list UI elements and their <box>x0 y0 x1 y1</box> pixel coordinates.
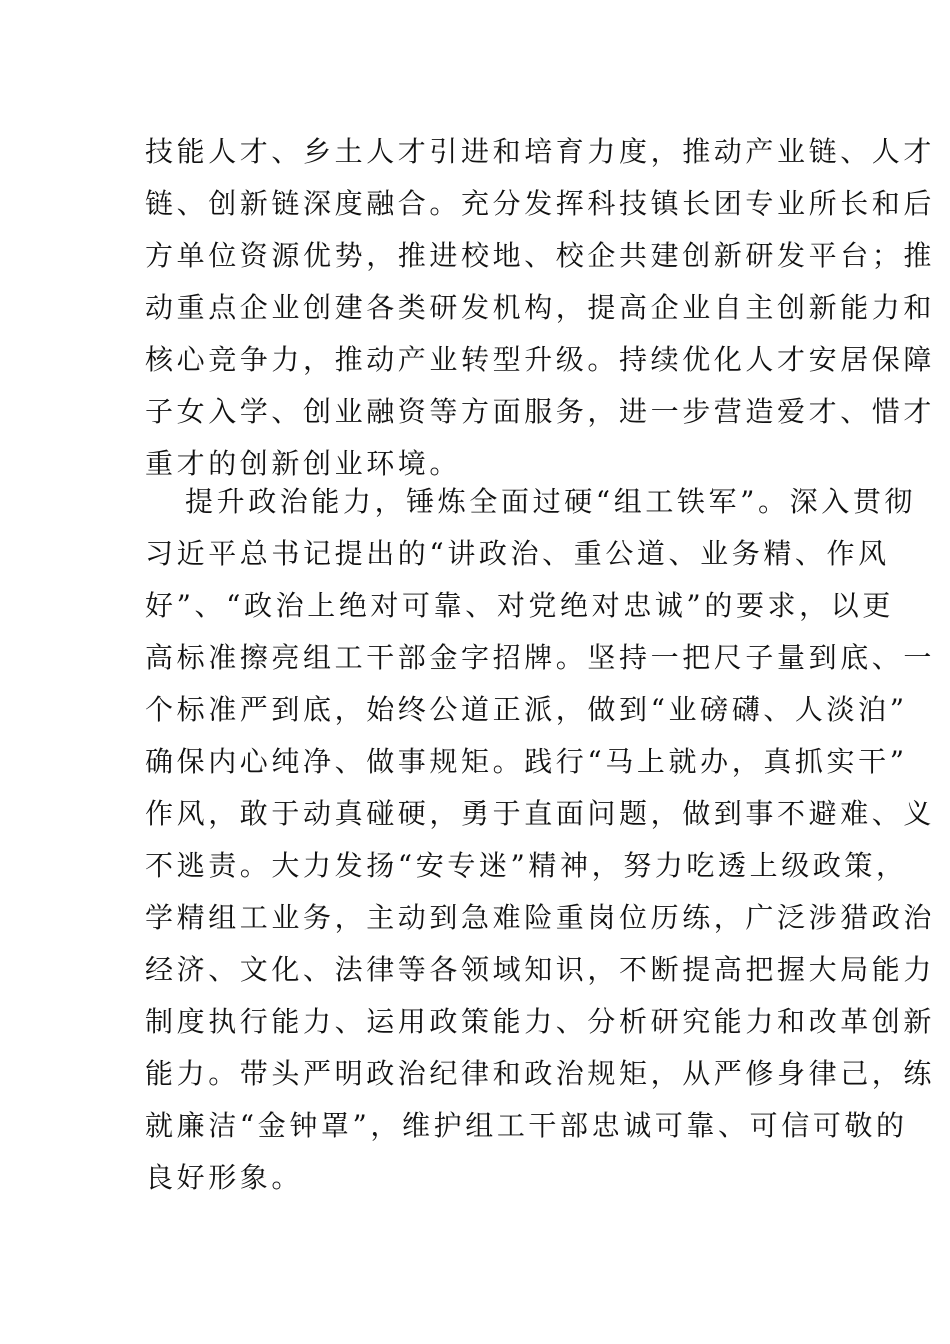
paragraph-line: 子女入学、创业融资等方面服务，进一步营造爱才、惜才 <box>145 395 936 428</box>
paragraph-line: 经济、文化、法律等各领域知识，不断提高把握大局能力 <box>145 953 936 986</box>
paragraph-line: 好”、“政治上绝对可靠、对党绝对忠诚”的要求，以更 <box>145 589 894 622</box>
paragraph-2 <box>145 476 936 1204</box>
paragraph-line: 链、创新链深度融合。充分发挥科技镇长团专业所长和后 <box>145 187 936 220</box>
paragraph-line: 作风，敢于动真碰硬，勇于直面问题，做到事不避难、义 <box>145 797 936 830</box>
paragraph-line: 技能人才、乡土人才引进和培育力度，推动产业链、人才 <box>145 135 936 168</box>
paragraph-line: 动重点企业创建各类研发机构，提高企业自主创新能力和 <box>145 291 936 324</box>
paragraph-line: 能力。带头严明政治纪律和政治规矩，从严修身律己，练 <box>145 1057 936 1090</box>
paragraph-line: 学精组工业务，主动到急难险重岗位历练，广泛涉猎政治 <box>145 901 936 934</box>
paragraph-line: 提升政治能力，锤炼全面过硬“组工铁军”。深入贯彻 <box>185 485 917 518</box>
paragraph-line: 确保内心纯净、做事规矩。践行“马上就办，真抓实干” <box>145 745 908 778</box>
paragraph-line: 核心竞争力，推动产业转型升级。持续优化人才安居保障 <box>145 343 936 376</box>
paragraph-1 <box>145 126 936 490</box>
paragraph-line: 方单位资源优势，推进校地、校企共建创新研发平台；推 <box>145 239 936 272</box>
paragraph-line: 习近平总书记提出的“讲政治、重公道、业务精、作风 <box>145 537 890 570</box>
paragraph-line: 重才的创新创业环境。 <box>145 447 462 480</box>
paragraph-line: 制度执行能力、运用政策能力、分析研究能力和改革创新 <box>145 1005 936 1038</box>
paragraph-line: 就廉洁“金钟罩”，维护组工干部忠诚可靠、可信可敬的 <box>145 1109 908 1142</box>
paragraph-line: 个标准严到底，始终公道正派，做到“业磅礴、人淡泊” <box>145 693 908 726</box>
paragraph-line: 良好形象。 <box>145 1161 304 1194</box>
paragraph-line: 高标准擦亮组工干部金字招牌。坚持一把尺子量到底、一 <box>145 641 936 674</box>
paragraph-line: 不逃责。大力发扬“安专迷”精神，努力吃透上级政策， <box>145 849 908 882</box>
